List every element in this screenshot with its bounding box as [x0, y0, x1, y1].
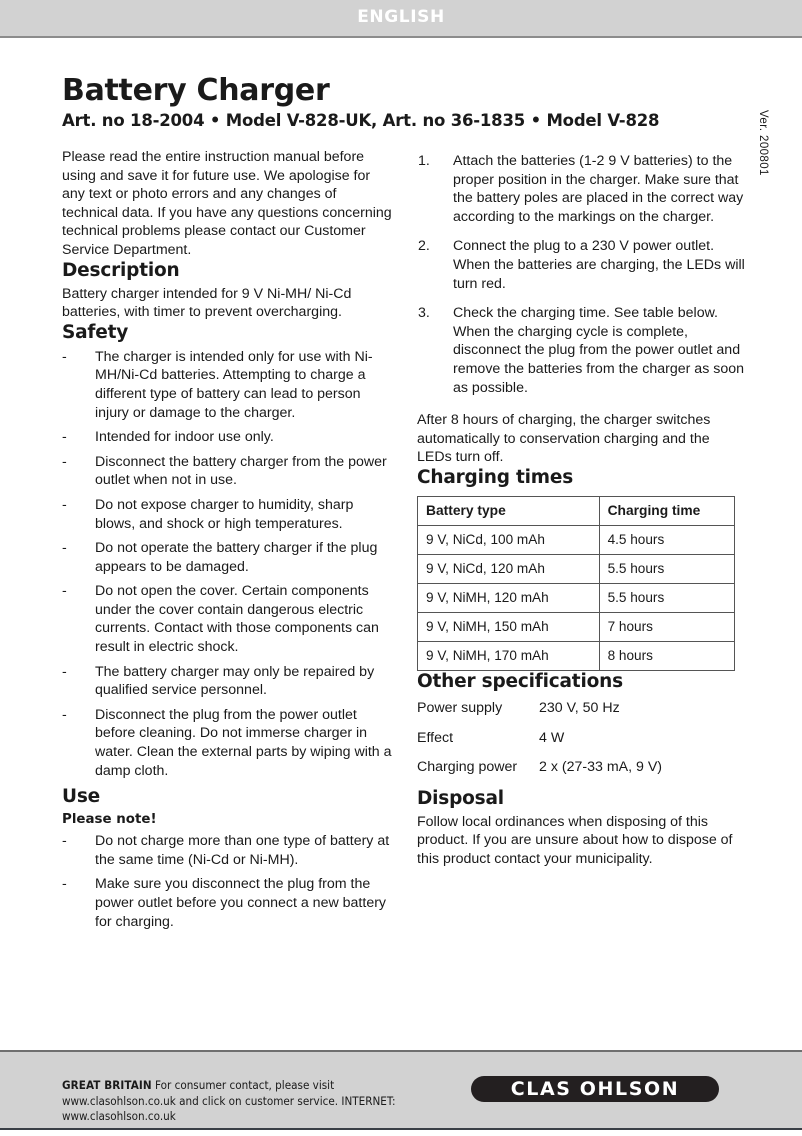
footer-country-label: GREAT BRITAIN — [62, 1078, 152, 1092]
description-text: Battery charger intended for 9 V Ni-MH/ Ni-Cd batteries, with timer to prevent overcharging. — [62, 285, 352, 321]
list-marker: - — [62, 833, 67, 850]
safety-list-item — [62, 428, 392, 447]
step-text: Check the charging time. See table below. When the charging cycle is complete, disconnect the plug from the power outlet and remove the batteries from the charger as soon as possible. — [453, 305, 744, 396]
heading-charging-times: Charging times — [417, 466, 574, 488]
step-number: 2. — [418, 238, 430, 255]
specification-row — [417, 758, 747, 777]
page-title: Battery Charger — [62, 73, 330, 108]
table-header-battery-type: Battery type — [418, 496, 600, 525]
instruction-step — [417, 152, 747, 226]
step-number: 1. — [418, 153, 430, 169]
cell-battery-type: 9 V, NiMH, 170 mAh — [418, 641, 600, 670]
clas-ohlson-logo — [471, 1076, 719, 1102]
specification-value: 2 x (27-33 mA, 9 V) — [539, 759, 663, 776]
list-item-text: Do not charge more than one type of battery at the same time (Ni-Cd or Ni-MH). — [95, 833, 390, 868]
instruction-step — [417, 304, 747, 397]
heading-safety: Safety — [62, 321, 129, 343]
list-item-text: Make sure you disconnect the plug from the power outlet before you connect a new battery for charging. — [95, 876, 387, 930]
table-row — [418, 554, 735, 583]
disposal-text: Follow local ordinances when disposing of this product. If you are unsure about how to dispose of this product contact your municipality. — [417, 813, 733, 867]
specification-key: Effect — [417, 729, 454, 746]
footer-contact-body: For consumer contact, please visit www.clasohlson.co.uk and click on customer service. INTERNET: www.clasohlson.co.uk — [62, 1078, 396, 1123]
list-item-text: Do not open the cover. Certain components under the cover contain dangerous electric currents. Contact with those components can result in electric shock. — [95, 583, 379, 656]
cell-charging-time: 8 hours — [599, 641, 734, 670]
version-label: Ver. 200801 — [757, 110, 769, 176]
specifications-list — [417, 699, 747, 777]
list-marker: - — [62, 540, 67, 557]
table-header-charging-time: Charging time — [599, 496, 734, 525]
specification-value: 4 W — [539, 729, 565, 746]
table-header-row — [418, 496, 735, 525]
list-marker: - — [62, 348, 67, 365]
step-number: 3. — [418, 305, 430, 322]
intro-paragraph: Please read the entire instruction manual before using and save it for future use. We apologise for any text or photo errors and any changes of technical data. If you have any questions concerning technical problems please contact our Customer Service Department. — [62, 149, 392, 258]
list-marker: - — [62, 706, 67, 723]
page-subtitle: Art. no 18-2004 • Model V-828-UK, Art. no 36-1835 • Model V-828 — [62, 111, 660, 130]
safety-list-item — [62, 582, 392, 656]
list-marker: - — [62, 663, 67, 680]
list-item-text: Do not expose charger to humidity, sharp blows, and shock or high temperatures. — [95, 496, 354, 532]
specification-key: Power supply — [417, 699, 503, 716]
cell-charging-time: 5.5 hours — [599, 583, 734, 612]
footer-band — [0, 1050, 802, 1130]
list-item-text: The battery charger may only be repaired by qualified service personnel. — [95, 663, 375, 699]
heading-use: Use — [62, 786, 100, 808]
charging-times-table — [417, 496, 735, 671]
list-item-text: Disconnect the battery charger from the power outlet when not in use. — [95, 453, 387, 489]
list-item-text: Intended for indoor use only. — [95, 429, 274, 446]
step-text: Attach the batteries (1-2 9 V batteries) to the proper position in the charger. Make sure that the battery poles are placed in the correct way according to the markings on the charger. — [453, 153, 744, 225]
cell-battery-type: 9 V, NiCd, 100 mAh — [418, 525, 600, 554]
list-marker: - — [62, 429, 67, 446]
cell-charging-time: 5.5 hours — [599, 554, 734, 583]
cell-charging-time: 4.5 hours — [599, 525, 734, 554]
heading-disposal: Disposal — [417, 787, 504, 809]
please-note-label: Please note! — [62, 812, 157, 828]
language-band — [0, 0, 802, 38]
list-marker: - — [62, 876, 67, 893]
list-item-text: The charger is intended only for use with Ni-MH/Ni-Cd batteries. Attempting to charge a different type of battery can lead to person injury or damage to the charger. — [95, 348, 373, 421]
list-item-text: Do not operate the battery charger if the plug appears to be damaged. — [95, 540, 378, 575]
safety-list-item — [62, 706, 392, 780]
specification-value: 230 V, 50 Hz — [539, 699, 620, 716]
table-row — [418, 525, 735, 554]
footer-contact-text — [62, 1078, 432, 1125]
cell-battery-type: 9 V, NiCd, 120 mAh — [418, 554, 600, 583]
safety-list-item — [62, 539, 392, 576]
safety-list-item — [62, 663, 392, 700]
safety-list-item — [62, 453, 392, 490]
cell-charging-time: 7 hours — [599, 612, 734, 641]
table-row — [418, 641, 735, 670]
specification-row — [417, 729, 747, 748]
instruction-step — [417, 237, 747, 293]
title-block — [62, 74, 742, 131]
use-list-item — [62, 875, 392, 931]
heading-description: Description — [62, 259, 180, 281]
right-column — [417, 148, 747, 868]
heading-other-specifications: Other specifications — [417, 670, 623, 692]
table-row — [418, 612, 735, 641]
specification-row — [417, 699, 747, 718]
language-label: ENGLISH — [357, 7, 445, 27]
list-marker: - — [62, 496, 67, 513]
cell-battery-type: 9 V, NiMH, 150 mAh — [418, 612, 600, 641]
logo-text: CLAS OHLSON — [510, 1078, 680, 1100]
safety-list — [62, 348, 392, 780]
page-content — [0, 38, 802, 1050]
list-marker: - — [62, 583, 67, 600]
specification-key: Charging power — [417, 759, 518, 776]
list-marker: - — [62, 453, 67, 470]
instruction-steps-list — [417, 152, 747, 397]
safety-list-item — [62, 348, 392, 422]
after-charging-note: After 8 hours of charging, the charger switches automatically to conservation charging and the LEDs turn off. — [417, 412, 711, 466]
table-row — [418, 583, 735, 612]
use-list-item — [62, 832, 392, 869]
use-list — [62, 832, 392, 931]
step-text: Connect the plug to a 230 V power outlet. When the batteries are charging, the LEDs will turn red. — [453, 238, 745, 292]
safety-list-item — [62, 496, 392, 533]
list-item-text: Disconnect the plug from the power outlet before cleaning. Do not immerse charger in water. Clean the external parts by wiping with a damp cloth. — [95, 706, 392, 779]
left-column — [62, 148, 392, 937]
cell-battery-type: 9 V, NiMH, 120 mAh — [418, 583, 600, 612]
